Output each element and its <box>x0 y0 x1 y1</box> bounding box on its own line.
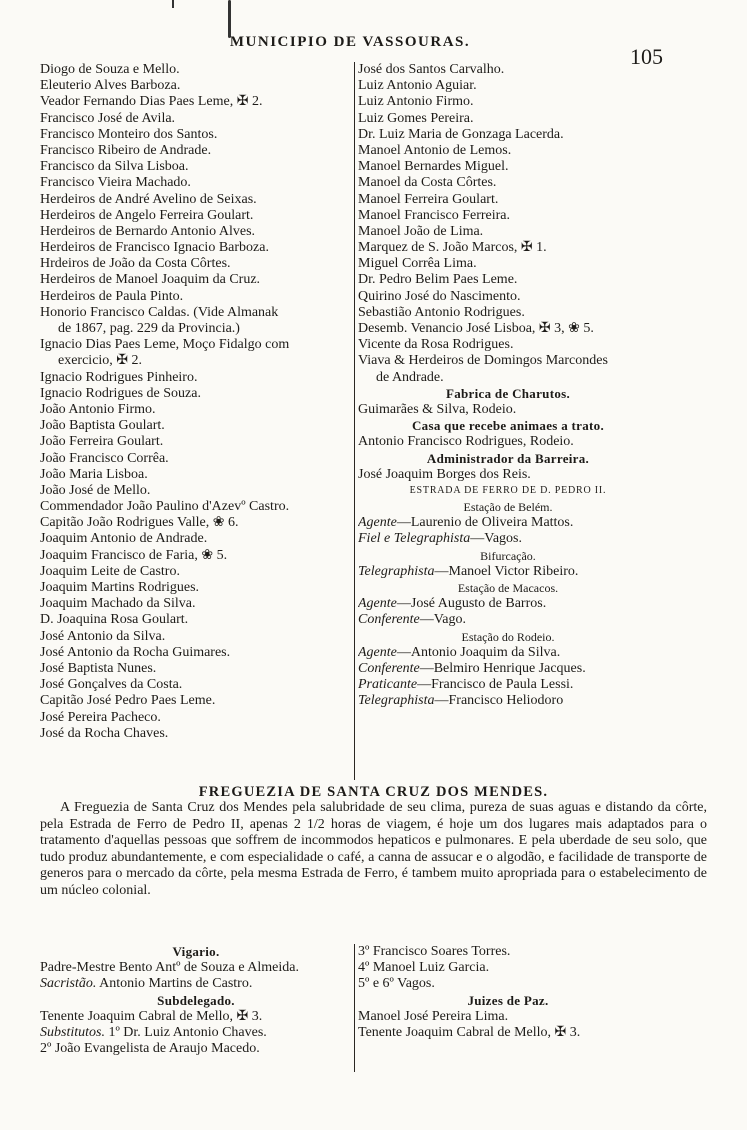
list-item: 3º Francisco Soares Torres. <box>358 944 511 959</box>
list-item: Luiz Antonio Firmo. <box>358 94 474 110</box>
role-label: Praticante <box>358 677 418 693</box>
ink-mark <box>228 0 231 38</box>
list-item: Herdeiros de Angelo Ferreira Goulart. <box>40 207 254 223</box>
person-name: —Manoel Victor Ribeiro. <box>434 563 579 579</box>
list-item: Francisco da Silva Lisboa. <box>40 159 189 175</box>
list-heading: Subdelegado. <box>157 992 235 1008</box>
role-label: Conferente <box>358 660 420 676</box>
role-label: Agente <box>358 515 397 531</box>
railway-heading: ESTRADA DE FERRO DE D. PEDRO II. <box>409 484 607 496</box>
list-item: Francisco Vieira Machado. <box>40 175 191 191</box>
role-label: Conferente <box>358 612 420 628</box>
list-item <box>358 531 658 547</box>
officials-right-list <box>358 944 658 1041</box>
list-item: Ignacio Dias Paes Leme, Moço Fidalgo com <box>40 337 290 353</box>
list-item: Manoel Bernardes Miguel. <box>358 159 509 175</box>
list-item: José dos Santos Carvalho. <box>358 62 505 77</box>
list-heading: Fabrica de Charutos. <box>445 385 571 401</box>
list-item: Francisco Ribeiro de Andrade. <box>40 142 212 158</box>
list-item: Viava & Herdeiros de Domingos Marcondes <box>358 353 608 369</box>
person-name: —Belmiro Henrique Jacques. <box>419 660 586 676</box>
list-item: Diogo de Souza e Mello. <box>40 62 180 77</box>
column-divider <box>354 62 355 780</box>
list-item: Marquez de S. João Marcos, ✠ 1. <box>358 240 547 256</box>
list-item: João Francisco Corrêa. <box>40 450 169 466</box>
list-item: João Baptista Goulart. <box>40 418 165 434</box>
person-name: —Vago. <box>419 612 466 628</box>
list-item: José Gonçalves da Costa. <box>40 677 183 693</box>
list-item: Ignacio Rodrigues de Souza. <box>40 385 201 401</box>
list-item: Francisco José de Avila. <box>40 110 176 126</box>
page-header-title: MUNICIPIO DE VASSOURAS. <box>229 34 471 50</box>
list-item <box>358 515 658 531</box>
list-item: Joaquim Martins Rodrigues. <box>40 580 200 595</box>
role-label: Telegraphista <box>358 563 435 579</box>
list-item: Dr. Luiz Maria de Gonzaga Lacerda. <box>358 126 564 142</box>
list-item: Capitão José Pedro Paes Leme. <box>40 693 216 709</box>
person-name: —Vagos. <box>470 531 522 547</box>
person-name: Antonio Martins de Castro. <box>96 976 253 992</box>
role-label: Agente <box>358 644 397 660</box>
section-paragraph <box>40 800 707 899</box>
station-heading: Estação de Belém. <box>463 500 553 515</box>
list-item: José Antonio da Rocha Guimares. <box>40 644 231 660</box>
list-item: Miguel Corrêa Lima. <box>358 256 477 272</box>
person-name: —Antonio Joaquim da Silva. <box>396 644 561 660</box>
list-item: Joaquim Francisco de Faria, ❀ 5. <box>40 547 228 563</box>
list-item: Hrdeiros de João da Costa Côrtes. <box>40 256 231 272</box>
list-heading: Casa que recebe animaes a trato. <box>411 418 605 434</box>
list-item: Quirino José do Nascimento. <box>358 288 521 304</box>
list-item: José Antonio da Silva. <box>40 628 166 644</box>
list-item: Ignacio Rodrigues Pinheiro. <box>40 369 198 385</box>
list-item <box>358 677 658 693</box>
list-item: Antonio Francisco Rodrigues, Rodeio. <box>358 434 574 450</box>
list-item: Veador Fernando Dias Paes Leme, ✠ 2. <box>40 94 263 110</box>
list-item: José Joaquim Borges dos Reis. <box>358 466 531 482</box>
list-item: Luiz Gomes Pereira. <box>358 110 474 126</box>
list-item: Manoel Ferreira Goulart. <box>358 191 499 207</box>
list-heading: Juizes de Paz. <box>467 992 549 1008</box>
list-item: Dr. Pedro Belim Paes Leme. <box>358 272 518 288</box>
list-heading: Administrador da Barreira. <box>426 450 590 466</box>
list-item: Joaquim Leite de Castro. <box>40 563 180 579</box>
list-item: Capitão João Rodrigues Valle, ❀ 6. <box>40 515 239 531</box>
list-item: José Pereira Pacheco. <box>40 709 161 725</box>
list-item: Desemb. Venancio José Lisboa, ✠ 3, ❀ 5. <box>358 321 594 336</box>
role-label: Sacristão. <box>40 976 97 992</box>
list-item: Herdeiros de Paula Pinto. <box>40 288 184 304</box>
list-item: 5º e 6º Vagos. <box>358 976 435 992</box>
list-item: Francisco Monteiro dos Santos. <box>40 126 218 142</box>
list-item: de Andrade. <box>376 369 444 385</box>
list-item: Commendador João Paulino d'Azevº Castro. <box>40 499 290 515</box>
list-item: Manoel Francisco Ferreira. <box>358 207 510 223</box>
list-item: Manoel Antonio de Lemos. <box>358 142 512 158</box>
station-heading: Estação do Rodeio. <box>461 629 555 644</box>
paragraph-text: A Freguezia de Santa Cruz dos Mendes pela salubridade de seu clima, pureza de suas aguas e distando da côrte, pela Estrada de Ferro de Pedro II, apenas 2 1/2 horas de viagem, é hoje um dos lugares mais adaptados para o tratamento d'aquellas pessoas que soffrem de incommodos hepaticos e pulmonares. E pela uberdade de seu solo, que tudo produz abundantemente, e com especialidade o café, a canna de assucar e o algodão, e facilidade de transporte de generos para o mercado da côrte, pela mesma Estrada de Ferro, é tambem muito apropriada para o estabelecimento de um núcleo colonial. <box>40 800 707 898</box>
list-item: José Baptista Nunes. <box>40 660 157 676</box>
list-item: Manoel João de Lima. <box>358 223 484 239</box>
station-heading: Bifurcação. <box>480 548 536 563</box>
list-item: Tenente Joaquim Cabral de Mello, ✠ 3. <box>40 1008 263 1024</box>
list-item: João Maria Lisboa. <box>40 466 148 482</box>
list-item: Honorio Francisco Caldas. (Vide Almanak <box>40 304 279 320</box>
person-name: —Francisco de Paula Lessi. <box>417 677 574 693</box>
list-item <box>358 564 658 580</box>
officials-left-list <box>40 944 352 1057</box>
list-item: Joaquim Machado da Silva. <box>40 596 196 612</box>
list-item: Guimarães & Silva, Rodeio. <box>358 401 517 417</box>
list-item: Sebastião Antonio Rodrigues. <box>358 304 525 320</box>
list-item: João Antonio Firmo. <box>40 401 156 417</box>
list-item: 2º João Evangelista de Araujo Macedo. <box>40 1041 260 1057</box>
person-name: —Laurenio de Oliveira Mattos. <box>396 515 574 531</box>
list-item <box>358 596 658 612</box>
list-item <box>358 645 658 661</box>
list-item: Vicente da Rosa Rodrigues. <box>358 337 514 353</box>
list-item: Padre-Mestre Bento Antº de Souza e Almeida. <box>40 960 299 976</box>
right-name-list <box>358 62 658 710</box>
list-item: Herdeiros de Manoel Joaquim da Cruz. <box>40 272 261 288</box>
role-label: Substitutos. <box>40 1024 105 1040</box>
list-item <box>40 1025 352 1041</box>
person-name: —Francisco Heliodoro <box>434 693 564 709</box>
list-item: Manoel José Pereira Lima. <box>358 1008 509 1024</box>
list-item: Herdeiros de Francisco Ignacio Barboza. <box>40 240 269 256</box>
role-label: Fiel e Telegraphista <box>358 531 471 547</box>
list-item: Herdeiros de Bernardo Antonio Alves. <box>40 223 256 239</box>
list-heading: Vigario. <box>172 944 220 959</box>
page-number: 105 <box>630 44 663 69</box>
list-item <box>358 661 658 677</box>
person-name: —José Augusto de Barros. <box>396 596 547 612</box>
left-name-list <box>40 62 352 742</box>
list-item <box>358 612 658 628</box>
column-divider <box>354 944 355 1072</box>
list-item: D. Joaquina Rosa Goulart. <box>40 612 189 628</box>
list-item: José da Rocha Chaves. <box>40 725 169 741</box>
section-title: FREGUEZIA DE SANTA CRUZ DOS MENDES. <box>198 784 549 800</box>
list-item: Manoel da Costa Côrtes. <box>358 175 497 191</box>
list-item: Eleuterio Alves Barboza. <box>40 78 181 94</box>
role-label: Agente <box>358 596 397 612</box>
list-item: Tenente Joaquim Cabral de Mello, ✠ 3. <box>358 1024 581 1040</box>
list-item: de 1867, pag. 229 da Provincia.) <box>58 321 240 336</box>
role-label: Telegraphista <box>358 693 435 709</box>
station-heading: Estação de Macacos. <box>457 581 559 595</box>
list-item <box>40 976 352 992</box>
ink-mark <box>172 0 174 8</box>
list-item: João Ferreira Goulart. <box>40 434 164 450</box>
person-name: 1º Dr. Luiz Antonio Chaves. <box>104 1024 267 1040</box>
list-item: João José de Mello. <box>40 482 151 498</box>
list-item: 4º Manoel Luiz Garcia. <box>358 960 490 976</box>
list-item: Luiz Antonio Aguiar. <box>358 78 477 94</box>
list-item: Joaquim Antonio de Andrade. <box>40 531 208 547</box>
list-item <box>358 693 658 709</box>
list-item: Herdeiros de André Avelino de Seixas. <box>40 191 257 207</box>
list-item: exercicio, ✠ 2. <box>58 353 143 369</box>
